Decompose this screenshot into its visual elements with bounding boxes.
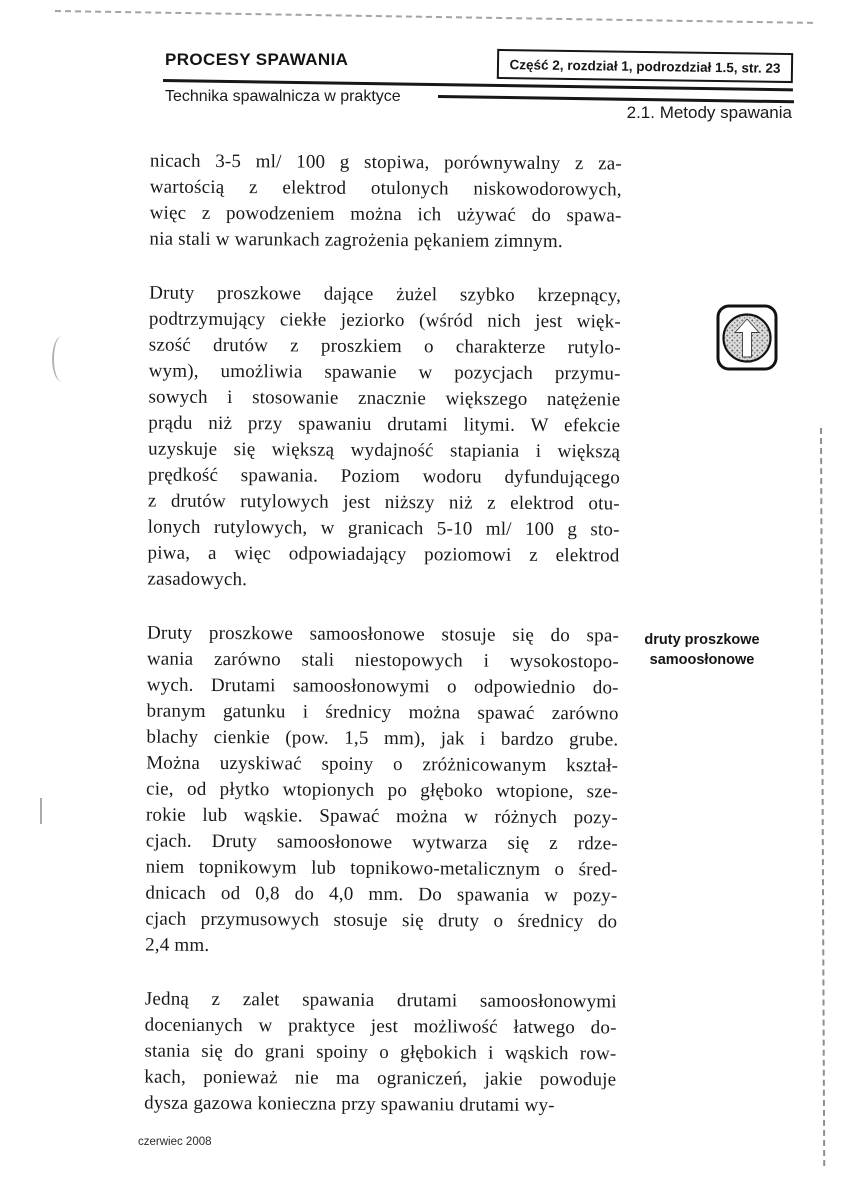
text-line: sowych i stosowanie znacznie większego natężenie <box>148 386 621 411</box>
text-line: zasadowych. <box>147 568 248 591</box>
text-line: wych. Drutami samoosłonowymi o odpowiednio do- <box>146 674 619 699</box>
scan-artifact-left-tick <box>40 798 42 824</box>
footer-date: czerwiec 2008 <box>138 1136 212 1148</box>
text-line: szość drutów z proszkiem o charakterze rutylo- <box>148 334 621 359</box>
document-subtitle: Technika spawalnicza w praktyce <box>165 88 401 105</box>
text-line: dysza gazowa konieczna przy spawaniu drutami wy- <box>144 1092 555 1117</box>
text-line: wartością z elektrod otulonych niskowodorowych, <box>149 176 622 201</box>
text-line: rokie lub wąskie. Spawać można w różnych pozy- <box>145 804 618 829</box>
paragraph-2 <box>147 281 621 596</box>
text-line: niem topnikowym lub topnikowo-metalicznym o śred- <box>145 856 618 881</box>
text-line: prądu niż przy spawaniu drutami litymi. W efekcie <box>148 412 621 437</box>
text-line: 2,4 mm. <box>145 934 210 956</box>
text-line: Druty proszkowe dające żużel szybko krzepnący, <box>149 282 622 307</box>
scan-artifact-right-dashed-line <box>820 428 825 1166</box>
text-line: cjach. Druty samoosłonowe wytwarza się z rdze- <box>145 830 618 855</box>
text-line: Druty proszkowe samoosłonowe stosuje się do spa- <box>146 622 620 647</box>
text-line: dnicach od 0,8 do 4,0 mm. Do spawania w pozy- <box>145 882 618 907</box>
text-line: podtrzymujący ciekłe jeziorko (wśród nich jest więk- <box>148 308 622 333</box>
text-line: więc z powodzeniem można ich używać do spawa- <box>149 202 622 227</box>
text-line: Jedną z zalet spawania drutami samoosłonowymi <box>144 988 617 1013</box>
text-line: wania zarówno stali niestopowych i wysokostopo- <box>146 648 619 673</box>
body-text-block <box>144 149 622 1148</box>
paragraph-4 <box>144 987 617 1120</box>
margin-note-line-1: druty proszkowe <box>644 632 760 648</box>
document-title: PROCESY SPAWANIA <box>165 50 349 69</box>
chapter-reference-box <box>497 49 793 83</box>
scan-artifact-top-dashed-line <box>55 10 813 24</box>
text-line: uzyskuje się większą wydajność stapiania i większą <box>148 438 621 463</box>
margin-note-line-2: samoosłonowe <box>649 652 755 668</box>
text-line: blachy cienkie (pow. 1,5 mm), jak i bardzo grube. <box>146 726 619 751</box>
text-line: branym gatunku i średnicy można spawać zarówno <box>146 700 619 725</box>
paragraph-1 <box>149 149 622 256</box>
text-line: lonych rutylowych, w granicach 5-10 ml/ 100 g sto- <box>147 516 620 541</box>
text-line: cie, od płytko wtopionych po głęboko wtopione, sze- <box>146 778 619 803</box>
section-heading: 2.1. Metody spawania <box>626 103 792 122</box>
margin-note <box>628 630 776 670</box>
paragraph-3 <box>145 621 619 962</box>
text-line: z drutów rutylowych jest niższy niż z elektrod otu- <box>147 490 620 515</box>
chapter-reference-text: Część 2, rozdział 1, podrozdział 1.5, str. 23 <box>509 56 781 76</box>
scan-artifact-left-curve <box>52 336 72 382</box>
text-line: docenianych w praktyce jest możliwość łatwego do- <box>144 1014 617 1039</box>
text-line: wym), umożliwia spawanie w pozycjach przymu- <box>148 360 621 385</box>
arrow-up-circle-icon <box>716 304 778 372</box>
text-line: piwa, a więc odpowiadający poziomowi z elektrod <box>147 542 620 567</box>
text-line: nia stali w warunkach zagrożenia pękaniem zimnym. <box>149 228 563 253</box>
text-line: prędkość spawania. Poziom wodoru dyfundującego <box>147 464 621 489</box>
text-line: stania się do grani spoiny o głębokich i wąskich row- <box>144 1040 617 1065</box>
text-line: Można uzyskiwać spoiny o zróżnicowanym kształ- <box>146 752 619 777</box>
text-line: nicach 3-5 ml/ 100 g stopiwa, porównywalny z za- <box>149 150 622 175</box>
text-line: cjach przymusowych stosuje się druty o średnicy do <box>145 908 618 933</box>
text-line: kach, ponieważ nie ma ograniczeń, jakie powoduje <box>144 1066 617 1091</box>
